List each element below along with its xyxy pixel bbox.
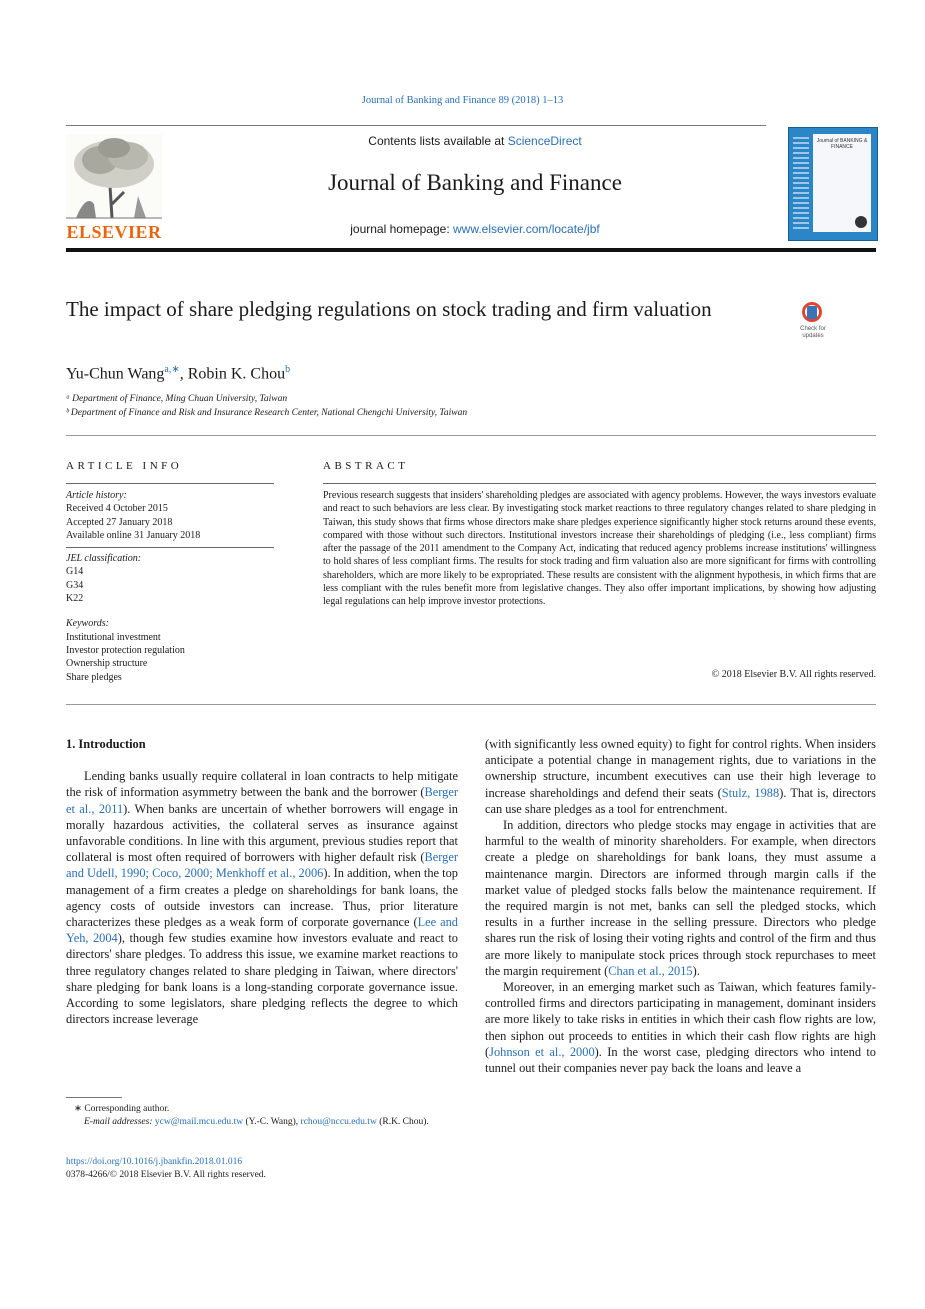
author-affil-link[interactable]: a,∗ <box>164 364 180 375</box>
info-divider <box>66 547 274 548</box>
footnote-text: Corresponding author. <box>84 1104 170 1114</box>
body-rule <box>66 704 876 705</box>
article-info-block <box>66 489 274 684</box>
text-run: Lending banks usually require collateral in loan contracts to help mitigate the risk of information asymmetry between the bank and the borrower ( <box>66 769 458 800</box>
email-link[interactable]: rchou@nccu.edu.tw <box>300 1117 377 1127</box>
text-run: Moreover, in an emerging market such as Taiwan, which features family-controlled firms and directors participating in management, dominant insiders are more likely to take risks in entities in which their cash flow rights are low, then siphon out proceeds to entities in which their cash flow rights are high ( <box>485 980 876 1059</box>
cover-title: Journal of BANKING & FINANCE <box>816 138 868 150</box>
citation-link[interactable]: Stulz, 1988 <box>721 785 780 800</box>
email-owner: (Y.-C. Wang), <box>243 1117 301 1127</box>
citation-link[interactable]: Chan et al., 2015 <box>608 963 693 978</box>
abstract-copyright: © 2018 Elsevier B.V. All rights reserved. <box>711 669 876 680</box>
email-owner: (R.K. Chou). <box>376 1117 429 1127</box>
check-updates-label: Check for updates <box>800 326 826 339</box>
history-received: Received 4 October 2015 <box>66 503 168 515</box>
abstract-heading: ABSTRACT <box>323 460 409 472</box>
article-info-heading: ARTICLE INFO <box>66 460 183 472</box>
header-thick-bar <box>66 248 876 252</box>
affiliation-a: ᵃ Department of Finance, Ming Chuan University, Taiwan <box>66 394 288 404</box>
author-list: Yu-Chun Wang$^{a,∗}$, Robin K. Chou$^b$ <box>66 364 291 383</box>
homepage-line <box>180 222 770 236</box>
email-link[interactable]: ycw@mail.mcu.edu.tw <box>154 1117 244 1127</box>
keywords-label: Keywords: <box>66 618 109 630</box>
cover-page <box>813 134 871 232</box>
citation-link[interactable]: Berger et al., 2011 <box>66 785 458 816</box>
text-run: ). That is, directors can use share pledges as a tool for entrenchment. <box>485 785 876 816</box>
section-heading: 1. Introduction <box>66 737 146 751</box>
corresponding-note <box>66 1103 458 1116</box>
jel-code: G34 <box>66 579 84 591</box>
history-online: Available online 31 January 2018 <box>66 529 201 541</box>
homepage-prefix: journal homepage: <box>350 222 453 236</box>
footnote <box>66 1103 458 1129</box>
article-info-rule <box>66 483 274 484</box>
cover-badge-icon <box>855 216 867 228</box>
bookmark-icon <box>807 306 817 319</box>
doi-link[interactable]: https://doi.org/10.1016/j.jbankfin.2018.01.016 <box>66 1157 243 1167</box>
elsevier-wordmark[interactable]: ELSEVIER <box>66 222 162 242</box>
body-column-right <box>485 736 876 1076</box>
citation-link[interactable]: Lee and Yeh, 2004 <box>66 915 458 946</box>
affiliation-b: ᵇ Department of Finance and Risk and Insurance Research Center, National Chengchi University, Taiwan <box>66 408 468 418</box>
text-run: In addition, directors who pledge stocks may engage in activities that are harmful to the wealth of minority shareholders. For example, when directors create a pledge on shareholdings for bank loans, they must assume a maintenance margin. Directors are informed through margin calls if the market value of pledged stocks falls below the maintenance requirement. If the required margin is not met, banks can sell the pledged stocks, which results in a further increase in the selling pressure. Directors who pledge shares run the risk of losing their voting rights and control of the firm and thus are more likely to manipulate stock prices through stock repurchases to meet the margin requirement ( <box>485 818 876 978</box>
journal-title: Journal of Banking and Finance <box>328 170 622 195</box>
contents-prefix: Contents lists available at <box>368 134 508 148</box>
author-name: Robin K. Chou <box>187 365 286 383</box>
homepage-link[interactable]: www.elsevier.com/locate/jbf <box>453 222 600 236</box>
header-rule <box>66 125 766 126</box>
check-for-updates-button[interactable] <box>791 300 835 344</box>
paper-title: The impact of share pledging regulations on stock trading and firm valuation <box>66 297 712 321</box>
abstract-rule <box>323 483 876 484</box>
email-label: E-mail addresses: <box>84 1117 155 1127</box>
body-column-left <box>66 736 458 1027</box>
journal-header <box>180 134 770 236</box>
footnote-star: ∗ <box>74 1104 82 1114</box>
citation-link[interactable]: Berger and Udell, 1990; Coco, 2000; Menkhoff et al., 2006 <box>66 850 458 881</box>
body-paragraph <box>485 817 876 979</box>
text-run: ). When banks are uncertain of whether borrowers will engage in morally hazardous activities, the collateral serves as insurance against unfavorable conditions. In line with this argument, previous studies report that collateral is most often required of borrowers with higher default risk ( <box>66 801 458 865</box>
doi-block <box>66 1156 266 1182</box>
contents-line <box>180 134 770 148</box>
text-run: ). In addition, when the top management of a firm creates a pledge on shareholdings for bank loans, the agency costs of outside investors can increase. Thus, prior literature characterizes these pledges as a weak form of corporate governance ( <box>66 866 458 930</box>
issn-line: 0378-4266/© 2018 Elsevier B.V. All rights reserved. <box>66 1170 266 1180</box>
text-run: ), though few studies examine how investors evaluate and react to directors' share pledges. To address this issue, we examine market reactions to three regulatory changes related to share pledging in Taiwan, where directors' share pledging for bank loans is a long-standing corporate governance issue. According to some legislators, share pledging reflects the degree to which directors increase leverage <box>66 931 458 1027</box>
keyword: Institutional investment <box>66 631 161 643</box>
jel-code: G14 <box>66 566 84 578</box>
section-rule <box>66 435 876 436</box>
email-line <box>66 1116 458 1129</box>
cover-strip <box>793 134 809 232</box>
jel-code: K22 <box>66 593 84 605</box>
keyword: Investor protection regulation <box>66 644 185 656</box>
citation-link[interactable]: Johnson et al., 2000 <box>489 1044 595 1059</box>
journal-citation-link[interactable]: Journal of Banking and Finance 89 (2018) 1–13 <box>361 95 564 106</box>
text-run: ). In the worst case, pledging directors who intend to tunnel out their companies never pay back the loans and leave a <box>485 1044 877 1076</box>
body-paragraph <box>66 768 458 1027</box>
history-label: Article history: <box>66 490 127 501</box>
journal-cover-thumbnail[interactable] <box>788 127 878 241</box>
body-paragraph <box>485 736 876 817</box>
keyword: Share pledges <box>66 671 122 683</box>
text-run: (with significantly less owned equity) to fight for control rights. When insiders anticipate a potential change in management rights, due to variations in the ownership structure, incumbent executives can use their high leverage to increase shareholdings and defend their seats ( <box>485 737 876 800</box>
keyword: Ownership structure <box>66 658 148 670</box>
body-paragraph <box>485 979 876 1076</box>
author-affil-link[interactable]: b <box>285 364 291 375</box>
author-name: Yu-Chun Wang <box>66 365 165 383</box>
footnote-rule <box>66 1097 122 1098</box>
abstract-text: Previous research suggests that insiders' shareholding pledges are associated with agency problems. However, the ways investors evaluate and react to such behaviors are less clear. By investigating stock market reactions to three regulatory changes related to share pledging in Taiwan, this study shows that firms whose directors make share pledges experience significantly higher stock returns around these events, compared with those without such directors. Institutional investors increase their shareholdings of pledging (i.e., less compliant) firms after the passage of the 2011 amendment to the Company Act, indicating that reduced agency problems increase institutions' willingness to hold shares of less compliant firms. The results for stock trading and firm valuation also are more significant for firms with controlling shareholders, which are more likely to be expropriated. These results are consistent with the alignment hypothesis, in which firms that are less compliant with the rules benefit more from legislative changes. They also offer important implications, by showing how adjusting legal regulations can help improve investor protections. <box>323 490 876 608</box>
jel-label: JEL classification: <box>66 553 142 565</box>
history-accepted: Accepted 27 January 2018 <box>66 516 173 528</box>
sciencedirect-link[interactable]: ScienceDirect <box>507 134 582 148</box>
text-run: ). <box>692 963 700 978</box>
